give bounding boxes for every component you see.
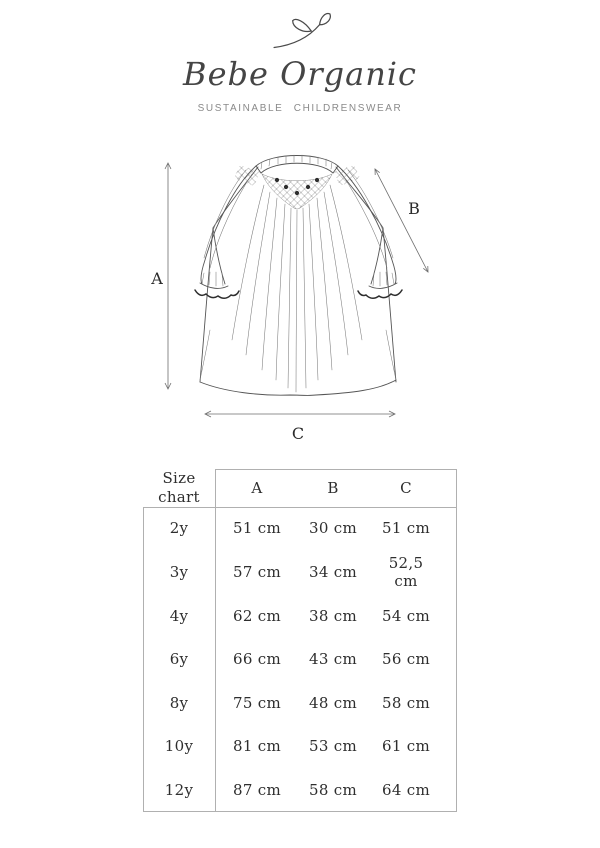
table-border	[143, 811, 457, 812]
measurement-cell: 53 cm	[309, 737, 357, 756]
leaf-sprig-icon	[272, 12, 334, 52]
table-border	[143, 507, 144, 812]
measurement-cell: 51 cm	[233, 519, 281, 538]
measure-arrow-a	[165, 163, 171, 389]
left-sleeve	[195, 166, 258, 298]
measure-arrow-b	[375, 169, 428, 272]
measure-label-c: C	[291, 424, 305, 443]
measurement-cell: 38 cm	[309, 606, 357, 625]
measure-arrow-c	[205, 411, 395, 417]
left-cuff-ruffle	[195, 290, 239, 298]
measurement-cell: 57 cm	[233, 562, 281, 581]
right-sleeve	[336, 166, 402, 298]
measurement-cell: 34 cm	[309, 562, 357, 581]
measurement-cell: 51 cm	[382, 519, 430, 538]
measurement-cell: 75 cm	[233, 693, 281, 712]
column-header-b: B	[327, 478, 339, 497]
column-header-c: C	[400, 478, 412, 497]
measure-label-a: A	[151, 269, 163, 288]
size-chart-table	[143, 469, 457, 812]
measurement-cell: 54 cm	[382, 606, 430, 625]
table-border	[215, 469, 457, 470]
brand-name: Bebe Organic	[183, 55, 417, 93]
dress-body	[200, 228, 396, 395]
measurement-cell: 56 cm	[382, 650, 430, 669]
column-header-a: A	[251, 478, 263, 497]
smocked-yoke	[234, 165, 360, 209]
row-size-label: 2y	[169, 519, 189, 538]
dress-illustration	[195, 155, 402, 395]
row-size-label: 12y	[164, 780, 194, 799]
table-border	[456, 469, 457, 812]
row-size-label: 4y	[169, 606, 189, 625]
row-size-label: 10y	[164, 737, 194, 756]
table-border	[215, 469, 216, 812]
measurement-cell: 58 cm	[309, 780, 357, 799]
measure-label-b: B	[408, 199, 420, 218]
size-chart-grid	[143, 469, 457, 812]
row-size-label: 8y	[169, 693, 189, 712]
table-border	[143, 507, 457, 508]
brand-tagline: SUSTAINABLE CHILDRENSWEAR	[197, 103, 403, 114]
size-chart-title: Size chart	[158, 469, 200, 506]
collar	[256, 155, 338, 173]
measurement-cell: 52,5 cm	[388, 553, 424, 591]
measurement-cell: 62 cm	[233, 606, 281, 625]
right-cuff-ruffle	[358, 290, 402, 298]
measurement-cell: 61 cm	[382, 737, 430, 756]
dress-diagram	[140, 140, 470, 450]
measurement-cell: 66 cm	[233, 650, 281, 669]
row-size-label: 3y	[169, 562, 189, 581]
measurement-cell: 64 cm	[382, 780, 430, 799]
measurement-cell: 43 cm	[309, 650, 357, 669]
measurement-cell: 87 cm	[233, 780, 281, 799]
measurement-cell: 81 cm	[233, 737, 281, 756]
measurement-cell: 48 cm	[309, 693, 357, 712]
measurement-cell: 30 cm	[309, 519, 357, 538]
measurement-cell: 58 cm	[382, 693, 430, 712]
row-size-label: 6y	[169, 650, 189, 669]
